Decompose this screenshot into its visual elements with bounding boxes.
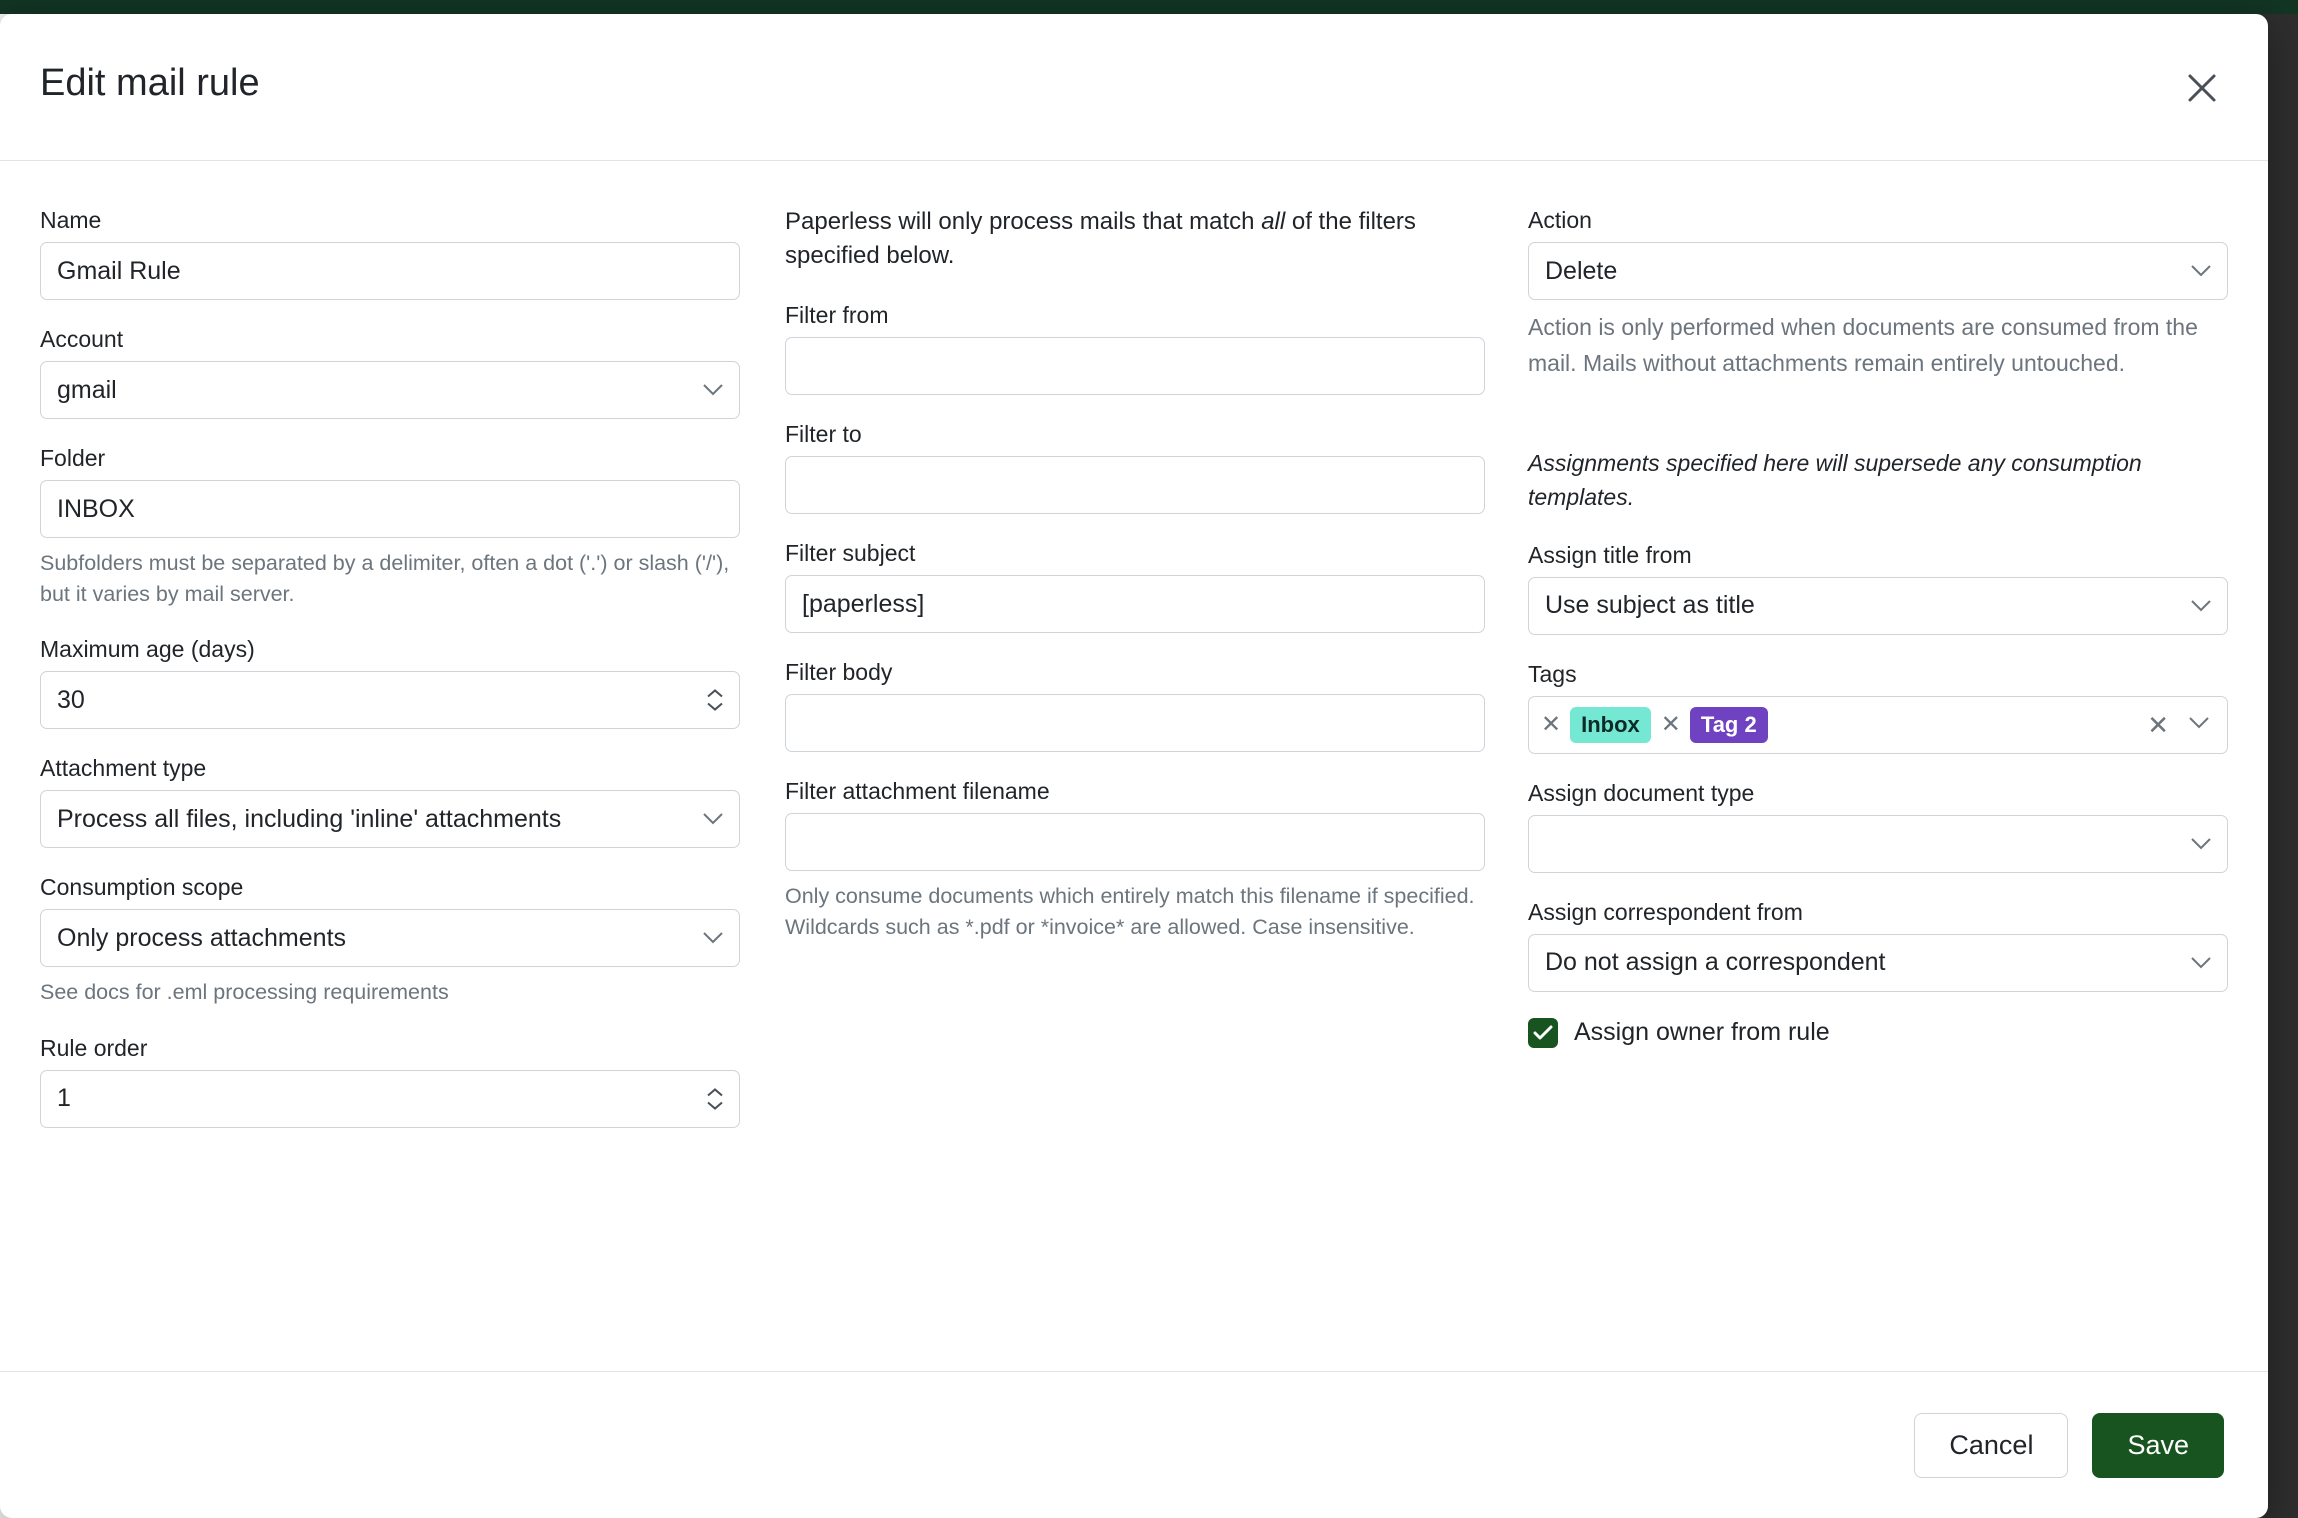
field-folder	[40, 445, 740, 610]
field-consumption-scope	[40, 874, 740, 1008]
rule-order-label: Rule order	[40, 1034, 148, 1061]
assign-correspondent-from-select[interactable]	[1528, 934, 2228, 992]
folder-label: Folder	[40, 445, 106, 471]
background-top-strip	[0, 0, 2298, 14]
chevron-down-icon	[2191, 838, 2211, 850]
consumption-scope-help-text: See docs for .eml processing requirements	[40, 980, 449, 1005]
field-assign-correspondent-from	[1528, 899, 2228, 992]
field-filter-body	[785, 659, 1485, 752]
chevron-down-icon	[703, 813, 723, 825]
field-assign-document-type	[1528, 780, 2228, 873]
filter-body-label: Filter body	[785, 659, 893, 686]
field-filter-subject	[785, 540, 1485, 633]
tag-label: Inbox	[1570, 707, 1651, 743]
filter-subject-label: Filter subject	[785, 540, 916, 567]
remove-tag-icon[interactable]: ✕	[1541, 710, 1562, 738]
action-select[interactable]	[1528, 242, 2228, 300]
max-age-input[interactable]	[40, 671, 740, 729]
chevron-down-icon	[2191, 600, 2211, 612]
dialog-header	[0, 14, 2268, 161]
field-action	[1528, 207, 2228, 381]
remove-tag-icon[interactable]: ✕	[1660, 710, 1681, 738]
attachment-type-select[interactable]	[40, 790, 740, 848]
folder-input[interactable]: INBOX	[40, 480, 740, 538]
assign-document-type-select[interactable]	[1528, 815, 2228, 873]
folder-help-text: Subfolders must be separated by a delimiter, often a dot ('.') or slash ('/'), but it varies by mail server.	[40, 551, 730, 607]
page-title: Edit mail rule	[40, 62, 260, 104]
assign-document-type-label: Assign document type	[1528, 779, 1755, 806]
name-label: Name	[40, 207, 102, 233]
field-max-age	[40, 636, 740, 729]
max-age-label: Maximum age (days)	[40, 636, 255, 663]
assign-correspondent-from-value: Do not assign a correspondent	[1545, 948, 1886, 977]
middle-column	[785, 161, 1485, 970]
filter-body-input[interactable]	[785, 694, 1485, 752]
filter-from-label: Filter from	[785, 302, 889, 329]
consumption-scope-select[interactable]	[40, 909, 740, 967]
consumption-scope-value: Only process attachments	[57, 923, 347, 952]
field-attachment-type	[40, 755, 740, 848]
filter-attachment-help-text: Only consume documents which entirely match this filename if specified. Wildcards such as *.pdf or *invoice* are allowed. Case insensitive.	[785, 884, 1475, 940]
field-account	[40, 326, 740, 419]
tags-input[interactable]	[1528, 696, 2228, 754]
filters-intro-emphasis: all	[1261, 208, 1286, 235]
action-help-text: Action is only performed when documents are consumed from the mail. Mails without attachments remain entirely untouched.	[1528, 314, 2198, 376]
right-column	[1528, 161, 2228, 1048]
assign-owner-checkbox[interactable]	[1528, 1018, 1558, 1048]
field-tags	[1528, 661, 2228, 754]
cancel-button[interactable]: Cancel	[1914, 1413, 2068, 1478]
attachment-type-value: Process all files, including 'inline' attachments	[57, 804, 562, 833]
filter-to-label: Filter to	[785, 421, 862, 448]
tag-chip[interactable]	[1541, 707, 1651, 743]
field-filter-from	[785, 302, 1485, 395]
tags-label: Tags	[1528, 660, 1577, 687]
field-assign-title-from	[1528, 542, 2228, 635]
action-label: Action	[1528, 207, 1592, 233]
chevron-down-icon	[703, 932, 723, 944]
name-input[interactable]: Gmail Rule	[40, 242, 740, 300]
consumption-scope-label: Consumption scope	[40, 874, 244, 901]
assign-owner-label: Assign owner from rule	[1574, 1018, 1830, 1047]
field-rule-order	[40, 1035, 740, 1128]
tag-label: Tag 2	[1690, 707, 1768, 743]
tag-chip[interactable]	[1661, 707, 1768, 743]
edit-mail-rule-dialog	[0, 14, 2268, 1518]
action-value: Delete	[1545, 256, 1618, 285]
filters-intro-after: of the filters specified below.	[785, 208, 1416, 269]
dialog-footer	[0, 1371, 2268, 1518]
account-value: gmail	[57, 375, 117, 404]
account-select[interactable]	[40, 361, 740, 419]
filter-attachment-filename-input[interactable]	[785, 813, 1485, 871]
rule-order-stepper[interactable]	[707, 1087, 723, 1110]
assign-title-from-label: Assign title from	[1528, 541, 1692, 568]
save-button[interactable]: Save	[2092, 1413, 2224, 1478]
max-age-stepper[interactable]	[707, 689, 723, 712]
max-age-value: 30	[57, 685, 85, 714]
field-name	[40, 207, 740, 300]
chevron-down-icon[interactable]	[2189, 716, 2209, 734]
filter-attachment-filename-label: Filter attachment filename	[785, 778, 1050, 805]
dialog-body	[0, 161, 2268, 1371]
assign-title-from-value: Use subject as title	[1545, 591, 1755, 620]
field-filter-to	[785, 421, 1485, 514]
clear-tags-icon[interactable]: ✕	[2147, 709, 2169, 740]
filter-to-input[interactable]	[785, 456, 1485, 514]
assign-owner-from-rule-row[interactable]	[1528, 1018, 2228, 1048]
attachment-type-label: Attachment type	[40, 755, 207, 782]
filter-subject-input[interactable]: [paperless]	[785, 575, 1485, 633]
assign-title-from-select[interactable]	[1528, 577, 2228, 635]
left-column	[40, 161, 740, 1154]
account-label: Account	[40, 326, 124, 352]
chevron-down-icon	[2191, 957, 2211, 969]
rule-order-input[interactable]	[40, 1070, 740, 1128]
filters-intro-before: Paperless will only process mails that match	[785, 208, 1262, 235]
chevron-down-icon	[2191, 265, 2211, 277]
close-icon[interactable]	[2180, 66, 2224, 110]
rule-order-value: 1	[57, 1084, 71, 1113]
filters-intro-text	[785, 205, 1485, 272]
assign-correspondent-from-label: Assign correspondent from	[1528, 898, 1803, 925]
field-filter-attachment-filename	[785, 778, 1485, 943]
chevron-down-icon	[703, 384, 723, 396]
assignments-note: Assignments specified here will supersede any consumption templates.	[1528, 450, 2142, 510]
filter-from-input[interactable]	[785, 337, 1485, 395]
